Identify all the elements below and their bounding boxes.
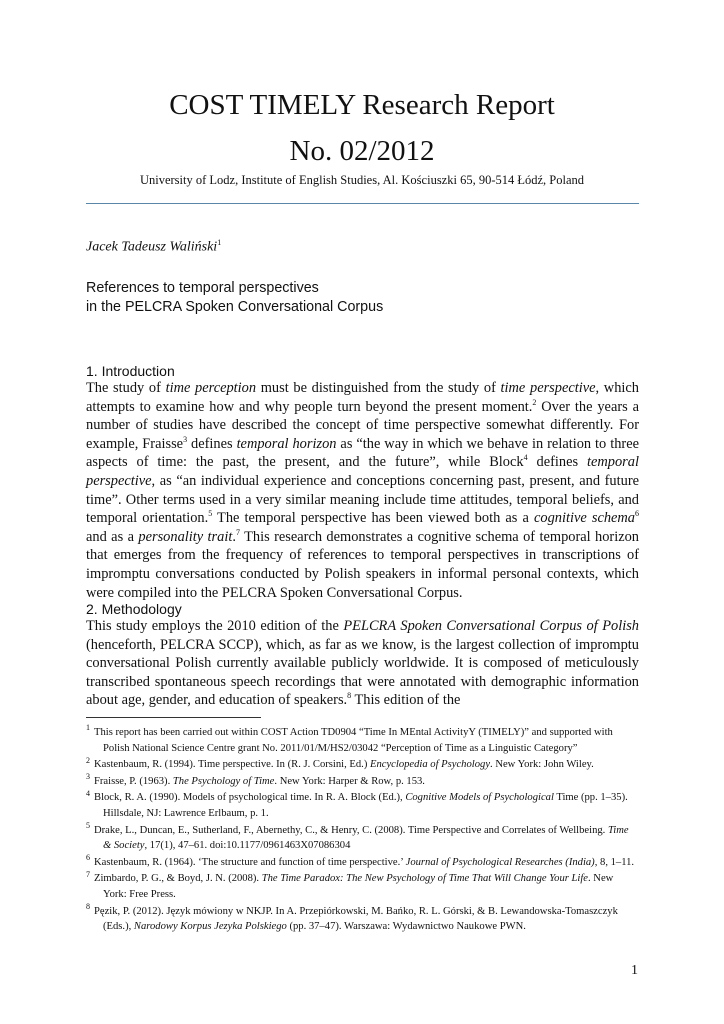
- header-divider: [86, 203, 639, 204]
- text-run: . New York: Free Press.: [103, 873, 614, 900]
- text-run: .: [232, 528, 236, 545]
- footnote-ref: 2: [532, 397, 537, 407]
- text-run: This report has been carried out within COST Action TD0904 “Time In MEntal ActivityY (TIMELY)” and supported with Polish National Science Centre grant No. 2011/01/M/HS2/03042 “Perception of Time as a Linguistic Category”: [94, 727, 613, 754]
- author-name: Jacek Tadeusz Waliński: [86, 239, 218, 255]
- text-run: This edition of the: [351, 692, 461, 709]
- text-run: Drake, L., Duncan, E., Sutherland, F., Abernethy, C., & Henry, C. (2008). Time Perspective and Correlates of Wellbeing.: [94, 824, 608, 836]
- text-run: Kastenbaum, R. (1964). ‘The structure and function of time perspective.’: [94, 856, 406, 868]
- text-run: , which attempts to examine how and why people turn beyond the present moment.: [86, 380, 639, 415]
- text-run: . New York: John Wiley.: [490, 759, 594, 771]
- footnote-ref: 4: [523, 453, 528, 463]
- italic-text: Cognitive Models of Psychological: [405, 792, 554, 804]
- footnote-7: $^7$ Zimbardo, P. G., & Boyd, J. N. (2008). The Time Paradox: The New Psychology of Time That Will Change Your Life. New York: Free Press.: [86, 869, 614, 900]
- page-number: 1: [631, 963, 638, 978]
- italic-text: temporal horizon: [236, 435, 337, 452]
- footnotes: [86, 725, 639, 936]
- section-body-introduction: [86, 379, 639, 602]
- footnote-6: $^6$ Kastenbaum, R. (1964). ‘The structure and function of time perspective.’ Journal of Psychological Researches (India), 8, 1–11.: [86, 853, 635, 868]
- text-run: Time (pp. 1–35). Hillsdale, NJ: Lawrence Erlbaum, p. 1.: [103, 792, 628, 819]
- text-run: Kastenbaum, R. (1994). Time perspective. In (R. J. Corsini, Ed.): [94, 759, 370, 771]
- footnote-ref: 7: [235, 527, 240, 537]
- section-heading-methodology: 2. Methodology: [86, 601, 182, 617]
- text-run: defines: [527, 454, 588, 471]
- footnote-8: $^8$ Pęzik, P. (2012). Język mówiony w NKJP. In A. Przepiórkowski, M. Bańko, R. L. Górski, & B. Lewandowska-Tomaszczyk (Eds.), Narodowy Korpus Jezyka Polskiego (pp. 37–47). Warszawa: Wydawnictwo Naukowe PWN.: [86, 902, 618, 933]
- text-run: This study employs the 2010 edition of the: [86, 618, 344, 634]
- italic-text: time perception: [165, 380, 257, 396]
- paper-subtitle: [86, 279, 646, 317]
- text-run: (henceforth, PELCRA SCCP), which, as far as we know, is the largest collection of impromptu conversational Polish currently available publicly worldwide. It is composed of meticulously transcribed spontaneous speech recordings that were annotated with demographic information about age, gender, and education of speakers.: [86, 636, 639, 709]
- footnote-ref: 8: [347, 691, 352, 701]
- subtitle-line-2: in the PELCRA Spoken Conversational Corpus: [86, 299, 384, 315]
- italic-text: Time & Society: [103, 824, 629, 852]
- italic-text: PELCRA Spoken Conversational Corpus of Polish: [343, 618, 639, 634]
- text-run: The temporal perspective has been viewed both as a: [212, 510, 534, 527]
- footnote-2: $^2$ Kastenbaum, R. (1994). Time perspective. In (R. J. Corsini, Ed.) Encyclopedia of Psychology. New York: John Wiley.: [86, 755, 594, 771]
- affiliation: University of Lodz, Institute of English Studies, Al. Kościuszki 65, 90-514 Łódź, Poland: [139, 173, 585, 187]
- footnote-1: $^1$ This report has been carried out within COST Action TD0904 “Time In MEntal ActivityY (TIMELY)” and supported with Polish National Science Centre grant No. 2011/01/M/HS2/03042 “Perception of Time as a Linguistic Category”: [86, 723, 613, 754]
- text-run: , 8, 1–11.: [594, 856, 635, 868]
- text-run: Block, R. A. (1990). Models of psychological time. In R. A. Block (Ed.),: [94, 792, 406, 804]
- author: [86, 238, 221, 256]
- italic-text: personality trait: [138, 528, 233, 545]
- italic-text: time perspective: [500, 380, 596, 396]
- footnote-ref: 5: [208, 509, 213, 519]
- footnote-ref: 3: [183, 434, 188, 444]
- italic-text: cognitive schema: [533, 510, 635, 527]
- report-title: COST TIMELY Research Report: [169, 89, 555, 121]
- section-body-methodology: [86, 617, 639, 710]
- text-run: Fraisse, P. (1963).: [94, 775, 173, 787]
- text-run: This research demonstrates a cognitive schema of temporal horizon that emerges from the frequency of references to temporal perspectives in transcriptions of impromptu conversations conducted by Polish speakers in informal personal contexts, which were compiled into the PELCRA Spoken Conversational Corpus.: [86, 528, 639, 601]
- italic-text: temporal perspective: [86, 454, 639, 489]
- footnote-5: $^5$ Drake, L., Duncan, E., Sutherland, F., Abernethy, C., & Henry, C. (2008). Time Perspective and Correlates of Wellbeing. Time & Society, 17(1), 47–61. doi:10.1177/0961463X07086304: [86, 821, 629, 852]
- text-run: , 17(1), 47–61. doi:10.1177/0961463X07086304: [144, 840, 351, 852]
- footnote-4: $^4$ Block, R. A. (1990). Models of psychological time. In R. A. Block (Ed.), Cognitive Models of Psychological Time (pp. 1–35). Hillsdale, NJ: Lawrence Erlbaum, p. 1.: [86, 788, 628, 819]
- footnote-divider: [86, 717, 261, 718]
- text-run: . New York: Harper & Row, p. 153.: [274, 775, 425, 787]
- author-footnote-mark: 1: [217, 238, 222, 247]
- text-run: (pp. 37–47). Warszawa: Wydawnictwo Naukowe PWN.: [286, 921, 526, 933]
- text-run: must be distinguished from the study of: [256, 380, 501, 396]
- italic-text: Narodowy Korpus Jezyka Polskiego: [133, 921, 287, 933]
- footnote-3: $^3$ Fraisse, P. (1963). The Psychology of Time. New York: Harper & Row, p. 153.: [86, 772, 425, 787]
- text-run: The study of: [86, 380, 166, 396]
- italic-text: The Time Paradox: The New Psychology of Time That Will Change Your Life: [261, 873, 588, 885]
- text-run: defines: [187, 435, 237, 452]
- section-heading-introduction: 1. Introduction: [86, 363, 175, 379]
- text-run: and as a: [86, 528, 139, 545]
- text-run: Pęzik, P. (2012). Język mówiony w NKJP. In A. Przepiórkowski, M. Bańko, R. L. Górski, & B. Lewandowska-Tomaszczyk (Eds.),: [94, 905, 618, 933]
- text-run: , as “an individual experience and conceptions concerning past, present, and future time”. Other terms used in a very similar meaning include time attitudes, temporal beliefs, and temporal orientation.: [86, 472, 639, 527]
- text-run: as “the way in which we behave in relation to three aspects of time: the past, the present, and the future”, while Block: [86, 435, 639, 471]
- text-run: Zimbardo, P. G., & Boyd, J. N. (2008).: [94, 873, 262, 885]
- text-run: Over the years a number of studies have described the concept of time perspective somewhat differently. For example, Fraisse: [86, 398, 639, 452]
- italic-text: Encyclopedia of Psychology: [370, 759, 491, 771]
- subtitle-line-1: References to temporal perspectives: [86, 280, 319, 296]
- report-number: No. 02/2012: [289, 135, 435, 167]
- footnote-ref: 6: [635, 509, 639, 519]
- italic-text: Journal of Psychological Researches (India): [405, 856, 595, 868]
- italic-text: The Psychology of Time: [172, 775, 275, 787]
